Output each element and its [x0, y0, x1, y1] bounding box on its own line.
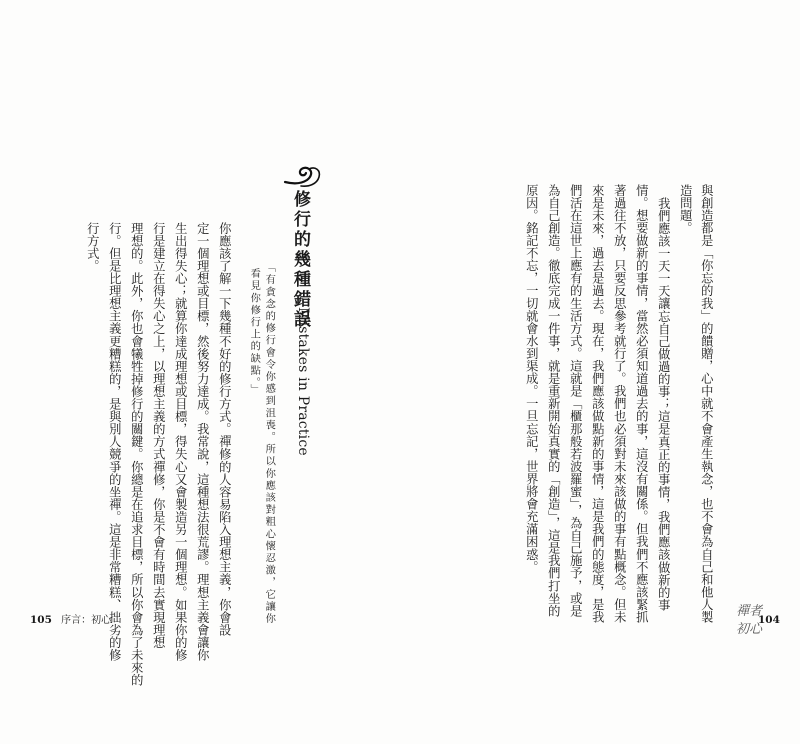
epigraph-line: 看見你修行上的缺點。」 [248, 268, 261, 396]
body-column: 造問題。 [678, 184, 693, 235]
svg-text:禪者: 禪者 [736, 604, 763, 619]
page-folio-right [758, 615, 780, 626]
page-number: 104 [758, 614, 780, 626]
body-column: 著過往不放，只要反思參考就行了。我們也必須對未來該做的事有點概念。但未 [612, 184, 627, 624]
body-column: 來是未來，過去是過去。現在，我們應該做點新的事情，這是我們的態度，是我 [590, 184, 605, 624]
swirl-ornament-icon [283, 160, 325, 194]
chapter-title-english: Mistakes in Practice [295, 307, 311, 456]
body-column: 行是建立在得失心之上，以理想主義的方式禪修，你是不會有時間去實現理想 [151, 222, 166, 649]
running-head: 序言：初心 [61, 615, 112, 626]
epigraph-line: 「有貪念的修行會令你感到沮喪。所以你應該對粗心懷忍激，它讓你 [263, 262, 276, 625]
body-column: 你應該了解一下幾種不好的修行方式。禪修的人容易陷入理想主義，你會設 [217, 222, 232, 637]
body-column: 與創造都是「你忘的我」的饋贈，心中就不會產生執念，也不會為自己和他人製 [699, 184, 714, 624]
body-column: 行方式。 [85, 222, 100, 273]
page-folio-left [30, 615, 111, 626]
chapter-title-chinese: 修行的幾種錯誤 [290, 190, 310, 330]
body-column: 們活在這世上應有的生活方式。這就是「櫃那般若波羅蜜」，為自己施予，或是 [568, 184, 583, 618]
body-column: 我們應該一天一天讓忘自己做過的事；這是真正的事情，我們應該做新的事 [656, 197, 671, 612]
page-number: 105 [30, 614, 52, 626]
svg-text:初心: 初心 [736, 622, 763, 637]
body-column: 原因。銘記不忘，一切就會水到渠成。一旦忘記，世界將會充滿困惑。 [524, 184, 539, 574]
body-column: 行。但是比理想主義更糟糕的，是與別人競爭的坐禪。這是非常糟糕、拙劣的修 [107, 222, 122, 662]
body-column: 理想的。此外，你也會犧牲掉修行的關鍵。你總是在追求目標，所以你會為了未來的 [129, 222, 144, 687]
body-column: 定一個理想或目標，然後努力達成。我常說，這種想法很荒謬。理想主義會讓你 [195, 222, 210, 662]
body-column: 為自己創造。徹底完成一件事，就是重新開始真實的「創造」，這是我們打坐的 [546, 184, 561, 618]
body-column: 情。想要做新的事情，當然必須知道過去的事，這沒有關係。但我們不應該緊抓 [634, 184, 649, 624]
body-column: 生出得失心；就算你達成理想或目標，得失心又會製造另一個理想。如果你的修 [173, 222, 188, 662]
